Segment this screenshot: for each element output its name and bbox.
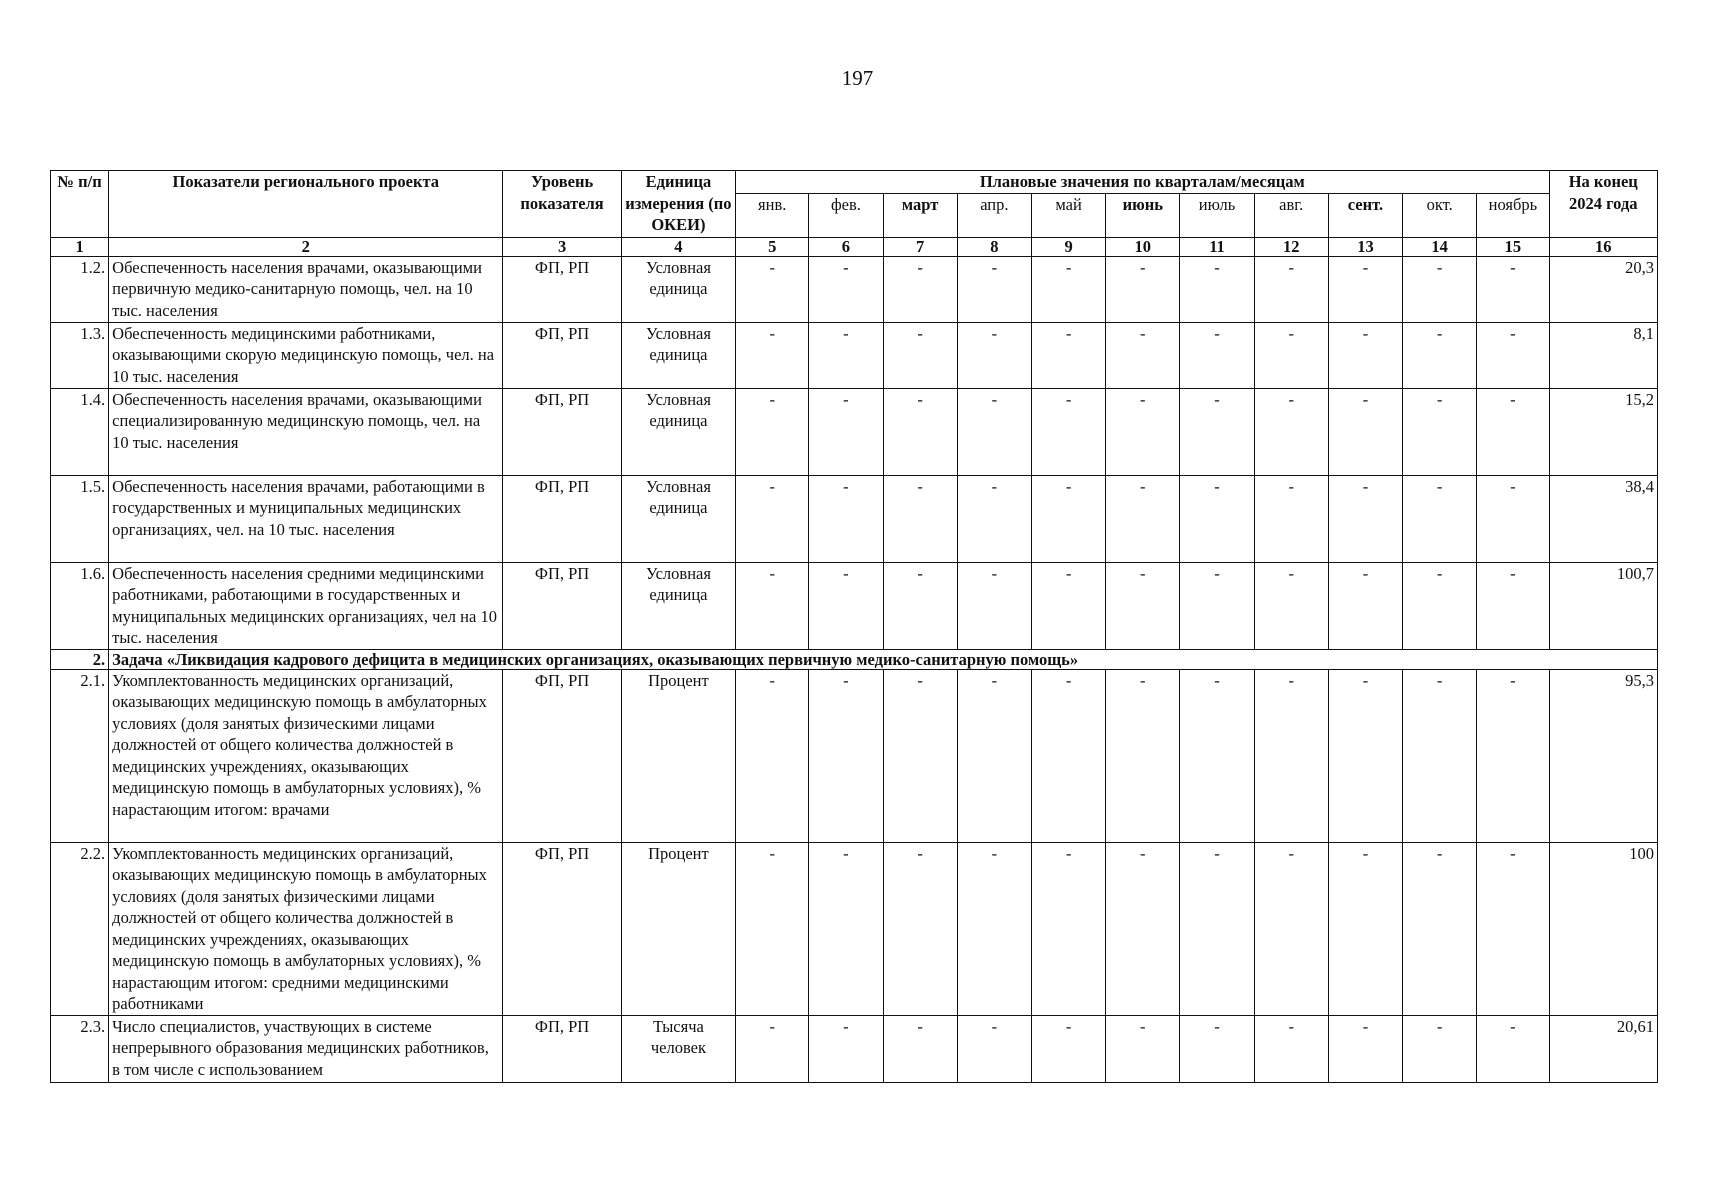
row-number: 2.3. (51, 1015, 109, 1082)
monthly-value: - (1328, 256, 1402, 322)
indicator-unit: Тысяча человек (621, 1015, 735, 1082)
monthly-value: - (1254, 669, 1328, 842)
table-row (51, 669, 1658, 842)
monthly-value: - (1031, 669, 1105, 842)
final-value: 100 (1549, 842, 1657, 1015)
monthly-value: - (1180, 1015, 1254, 1082)
monthly-value: - (1106, 256, 1180, 322)
monthly-value: - (1328, 1015, 1402, 1082)
monthly-value: - (1106, 842, 1180, 1015)
task-number: 2. (51, 649, 109, 669)
monthly-value: - (883, 388, 957, 475)
header-indicators: Показатели регионального проекта (109, 171, 503, 238)
indicator-level: ФП, РП (503, 1015, 621, 1082)
indicator-level: ФП, РП (503, 388, 621, 475)
task-row (51, 649, 1658, 669)
monthly-value: - (1180, 475, 1254, 562)
header-month: июнь (1106, 193, 1180, 237)
monthly-value: - (1403, 256, 1477, 322)
monthly-value: - (1403, 669, 1477, 842)
table-row (51, 322, 1658, 388)
table-row (51, 388, 1658, 475)
monthly-value: - (1106, 1015, 1180, 1082)
monthly-value: - (883, 669, 957, 842)
monthly-value: - (1180, 388, 1254, 475)
monthly-value: - (1106, 388, 1180, 475)
monthly-value: - (957, 562, 1031, 649)
monthly-value: - (957, 669, 1031, 842)
monthly-value: - (736, 562, 809, 649)
monthly-value: - (1180, 562, 1254, 649)
monthly-value: - (957, 388, 1031, 475)
indicator-unit: Условная единица (621, 388, 735, 475)
monthly-value: - (1328, 842, 1402, 1015)
monthly-value: - (1031, 1015, 1105, 1082)
regional-project-indicators-table (50, 170, 1658, 1083)
monthly-value: - (809, 562, 883, 649)
header-unit: Единица измерения (по ОКЕИ) (621, 171, 735, 238)
monthly-value: - (809, 475, 883, 562)
indicator-level: ФП, РП (503, 322, 621, 388)
monthly-value: - (1403, 1015, 1477, 1082)
monthly-value: - (1477, 562, 1549, 649)
monthly-value: - (883, 1015, 957, 1082)
column-number: 6 (809, 237, 883, 256)
header-final: На конец 2024 года (1549, 171, 1657, 238)
indicator-name: Укомплектованность медицинских организаций, оказывающих медицинскую помощь в амбулаторных условиях (доля занятых физическими лицами должностей от общего количества должностей в медицинских учреждениях, оказывающих медицинскую помощь в амбулаторных условиях), % нарастающим итогом: врачами (109, 669, 503, 842)
column-number: 8 (957, 237, 1031, 256)
monthly-value: - (1031, 475, 1105, 562)
monthly-value: - (1180, 842, 1254, 1015)
indicator-name: Укомплектованность медицинских организаций, оказывающих медицинскую помощь в амбулаторных условиях (доля занятых физическими лицами должностей от общего количества должностей в медицинских учреждениях, оказывающих медицинскую помощь в амбулаторных условиях), % нарастающим итогом: средними медицинскими работниками (109, 842, 503, 1015)
header-level: Уровень показателя (503, 171, 621, 238)
page-number: 197 (841, 66, 874, 90)
monthly-value: - (957, 1015, 1031, 1082)
monthly-value: - (1403, 562, 1477, 649)
monthly-value: - (1328, 388, 1402, 475)
monthly-value: - (1328, 562, 1402, 649)
indicator-unit: Процент (621, 842, 735, 1015)
monthly-value: - (1106, 475, 1180, 562)
monthly-value: - (1477, 256, 1549, 322)
monthly-value: - (1477, 475, 1549, 562)
header-month: авг. (1254, 193, 1328, 237)
table-row (51, 256, 1658, 322)
header-month: окт. (1403, 193, 1477, 237)
monthly-value: - (1031, 562, 1105, 649)
table-row (51, 842, 1658, 1015)
column-number: 14 (1403, 237, 1477, 256)
monthly-value: - (1477, 322, 1549, 388)
indicator-level: ФП, РП (503, 256, 621, 322)
indicator-unit: Условная единица (621, 256, 735, 322)
monthly-value: - (1328, 322, 1402, 388)
column-numbers-row (51, 237, 1658, 256)
monthly-value: - (1254, 842, 1328, 1015)
final-value: 100,7 (1549, 562, 1657, 649)
column-number: 2 (109, 237, 503, 256)
header-month: сент. (1328, 193, 1402, 237)
monthly-value: - (883, 322, 957, 388)
indicator-unit: Условная единица (621, 322, 735, 388)
header-month: янв. (736, 193, 809, 237)
indicator-unit: Условная единица (621, 475, 735, 562)
indicator-level: ФП, РП (503, 669, 621, 842)
monthly-value: - (1180, 256, 1254, 322)
monthly-value: - (1477, 1015, 1549, 1082)
header-num: № п/п (51, 171, 109, 238)
final-value: 95,3 (1549, 669, 1657, 842)
monthly-value: - (736, 669, 809, 842)
monthly-value: - (1031, 842, 1105, 1015)
column-number: 5 (736, 237, 809, 256)
monthly-value: - (1254, 1015, 1328, 1082)
monthly-value: - (883, 562, 957, 649)
row-number: 1.4. (51, 388, 109, 475)
monthly-value: - (809, 388, 883, 475)
monthly-value: - (1254, 322, 1328, 388)
column-number: 15 (1477, 237, 1549, 256)
row-number: 1.3. (51, 322, 109, 388)
monthly-value: - (736, 1015, 809, 1082)
column-number: 13 (1328, 237, 1402, 256)
monthly-value: - (1477, 669, 1549, 842)
monthly-value: - (809, 256, 883, 322)
indicator-level: ФП, РП (503, 562, 621, 649)
monthly-value: - (1031, 256, 1105, 322)
indicator-name: Обеспеченность медицинскими работниками, оказывающими скорую медицинскую помощь, чел. на 10 тыс. населения (109, 322, 503, 388)
table-row (51, 562, 1658, 649)
row-number: 1.2. (51, 256, 109, 322)
monthly-value: - (957, 475, 1031, 562)
monthly-value: - (1403, 322, 1477, 388)
column-number: 7 (883, 237, 957, 256)
monthly-value: - (883, 256, 957, 322)
monthly-value: - (736, 475, 809, 562)
final-value: 20,3 (1549, 256, 1657, 322)
monthly-value: - (1254, 475, 1328, 562)
monthly-value: - (1254, 562, 1328, 649)
monthly-value: - (1106, 322, 1180, 388)
monthly-value: - (1328, 475, 1402, 562)
final-value: 38,4 (1549, 475, 1657, 562)
monthly-value: - (736, 256, 809, 322)
monthly-value: - (1180, 322, 1254, 388)
table-row (51, 475, 1658, 562)
column-number: 1 (51, 237, 109, 256)
monthly-value: - (1180, 669, 1254, 842)
monthly-value: - (957, 322, 1031, 388)
header-month: март (883, 193, 957, 237)
indicator-level: ФП, РП (503, 475, 621, 562)
indicator-unit: Условная единица (621, 562, 735, 649)
row-number: 2.1. (51, 669, 109, 842)
column-number: 11 (1180, 237, 1254, 256)
header-month: фев. (809, 193, 883, 237)
header-month: июль (1180, 193, 1254, 237)
monthly-value: - (1031, 322, 1105, 388)
column-number: 9 (1031, 237, 1105, 256)
column-number: 3 (503, 237, 621, 256)
monthly-value: - (809, 842, 883, 1015)
row-number: 1.5. (51, 475, 109, 562)
indicator-level: ФП, РП (503, 842, 621, 1015)
monthly-value: - (1031, 388, 1105, 475)
header-planned: Плановые значения по кварталам/месяцам (736, 171, 1549, 194)
final-value: 8,1 (1549, 322, 1657, 388)
monthly-value: - (883, 475, 957, 562)
monthly-value: - (736, 388, 809, 475)
monthly-value: - (736, 842, 809, 1015)
monthly-value: - (736, 322, 809, 388)
indicator-name: Обеспеченность населения средними медицинскими работниками, работающими в государственных и муниципальных медицинских организациях, чел на 10 тыс. населения (109, 562, 503, 649)
monthly-value: - (809, 669, 883, 842)
indicator-name: Обеспеченность населения врачами, оказывающими специализированную медицинскую помощь, чел. на 10 тыс. населения (109, 388, 503, 475)
monthly-value: - (1403, 475, 1477, 562)
monthly-value: - (1106, 562, 1180, 649)
final-value: 15,2 (1549, 388, 1657, 475)
column-number: 4 (621, 237, 735, 256)
monthly-value: - (883, 842, 957, 1015)
monthly-value: - (957, 256, 1031, 322)
column-number: 10 (1106, 237, 1180, 256)
table-row (51, 1015, 1658, 1082)
column-number: 12 (1254, 237, 1328, 256)
indicator-name: Обеспеченность населения врачами, оказывающими первичную медико-санитарную помощь, чел. на 10 тыс. населения (109, 256, 503, 322)
header-month: апр. (957, 193, 1031, 237)
monthly-value: - (809, 1015, 883, 1082)
header-month: ноябрь (1477, 193, 1549, 237)
header-month: май (1031, 193, 1105, 237)
monthly-value: - (1328, 669, 1402, 842)
indicator-name: Число специалистов, участвующих в системе непрерывного образования медицинских работников, в том числе с использованием (109, 1015, 503, 1082)
monthly-value: - (1254, 256, 1328, 322)
monthly-value: - (809, 322, 883, 388)
column-number: 16 (1549, 237, 1657, 256)
monthly-value: - (1477, 842, 1549, 1015)
monthly-value: - (1477, 388, 1549, 475)
final-value: 20,61 (1549, 1015, 1657, 1082)
indicator-name: Обеспеченность населения врачами, работающими в государственных и муниципальных медицинских организациях, чел. на 10 тыс. населения (109, 475, 503, 562)
task-title: Задача «Ликвидация кадрового дефицита в медицинских организациях, оказывающих первичную медико-санитарную помощь» (109, 649, 1658, 669)
indicator-unit: Процент (621, 669, 735, 842)
monthly-value: - (1106, 669, 1180, 842)
row-number: 2.2. (51, 842, 109, 1015)
row-number: 1.6. (51, 562, 109, 649)
monthly-value: - (1403, 388, 1477, 475)
monthly-value: - (957, 842, 1031, 1015)
monthly-value: - (1403, 842, 1477, 1015)
monthly-value: - (1254, 388, 1328, 475)
